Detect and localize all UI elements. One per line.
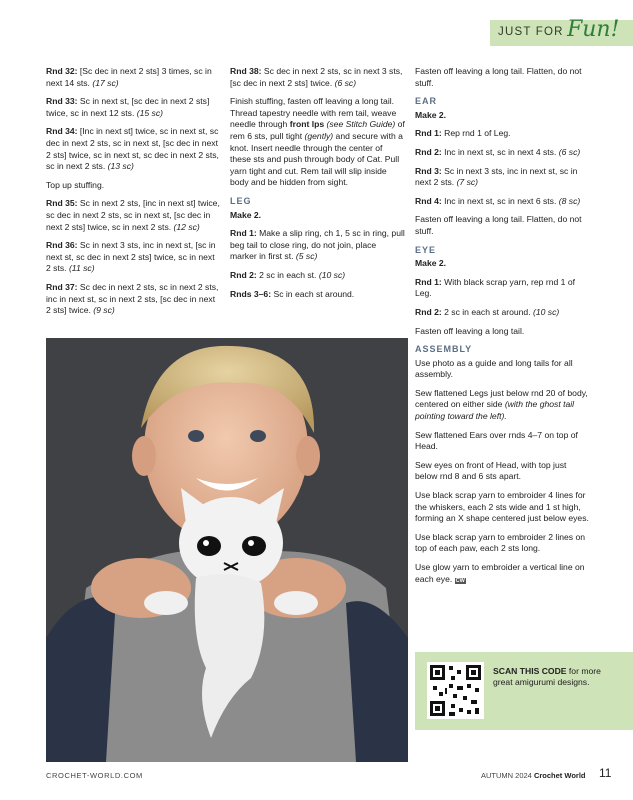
eye-rnd-2: Rnd 2: 2 sc in each st around. (10 sc) <box>415 306 560 317</box>
ear-rnd-1: Rnd 1: Rep rnd 1 of Leg. <box>415 128 511 139</box>
column-3 <box>415 66 590 594</box>
ear-rnd-4: Rnd 4: Inc in next st, sc in next 6 sts. (8 sc) <box>415 195 581 206</box>
eye-heading: EYE <box>415 244 437 255</box>
assembly-step-2: Sew flattened Legs just below rnd 20 of body, centered on either side (with the ghost tail pointing toward the left). <box>415 387 588 422</box>
ear-rnd-2: Rnd 2: Inc in next st, sc in next 4 sts. (6 sc) <box>415 146 581 157</box>
qr-code-icon[interactable] <box>427 662 484 719</box>
rnd-34: Rnd 34: [Inc in next st] twice, sc in next st, sc dec in next 2 sts, sc in next st, [sc dec in next 2 sts] twice, sc in next st, sc dec in next 2 sts, sc in next 2 sts. (13 sc) <box>46 126 219 172</box>
ear-heading: EAR <box>415 96 438 107</box>
ear-rnd-3: Rnd 3: Sc in next 3 sts, inc in next st, sc in next 2 sts. (7 sc) <box>415 165 578 188</box>
qr-pattern <box>427 662 484 719</box>
assembly-step-5: Use black scrap yarn to embroider 4 lines for the whiskers, each 2 sts wide and 1 st high, forming an X shape centered just below eyes. <box>415 490 589 524</box>
assembly-heading: ASSEMBLY <box>415 344 473 355</box>
assembly-step-6: Use black scrap yarn to embroider 2 lines on top of each paw, each 2 sts long. <box>415 531 586 554</box>
top-up-stuffing: Top up stuffing. <box>46 179 105 190</box>
fasten-off-leg: Fasten off leaving a long tail. Flatten, do not stuff. <box>415 66 582 88</box>
banner-just-for: JUST FOR <box>498 26 564 38</box>
rnd-33: Rnd 33: Sc in next st, [sc dec in next 2 sts] twice, sc in next 12 sts. (15 sc) <box>46 96 210 118</box>
footer-issue: AUTUMN 2024 Crochet World <box>481 771 586 780</box>
assembly-step-1: Use photo as a guide and long tails for all assembly. <box>415 357 573 380</box>
leg-rnd-1: Rnd 1: Make a slip ring, ch 1, 5 sc in ring, pull beg tail to close ring, do not join, place marker in first st. (5 sc) <box>230 228 405 262</box>
rnd-38: Rnd 38: Sc dec in next 2 sts, sc in next 3 sts, [sc dec in next 2 sts] twice. (6 sc) <box>230 66 403 88</box>
photo-illustration <box>46 338 408 762</box>
banner-fun: Fun! <box>567 17 620 42</box>
rnd-36: Rnd 36: Sc in next 3 sts, inc in next st, [sc in next st, sc dec in next 2 sts] twice, sc in next 2 sts. (11 sc) <box>46 240 216 274</box>
leg-rnd-2: Rnd 2: 2 sc in each st. (10 sc) <box>230 269 346 280</box>
section-banner <box>490 17 633 46</box>
fasten-off-eye: Fasten off leaving a long tail. <box>415 325 525 336</box>
leg-rnds-3-6: Rnds 3–6: Sc in each st around. <box>230 288 355 299</box>
photo-child-with-amigurumi-cat <box>46 338 408 762</box>
rnd-32: Rnd 32: [Sc dec in next 2 sts] 3 times, sc in next 14 sts. (17 sc) <box>46 66 212 88</box>
fasten-off-ear: Fasten off leaving a long tail. Flatten, do not stuff. <box>415 214 582 236</box>
qr-callout[interactable] <box>415 652 633 730</box>
assembly-step-7: Use glow yarn to embroider a vertical line on each eye. CW <box>415 562 585 584</box>
leg-make: Make 2. <box>230 209 262 220</box>
leg-heading: LEG <box>230 195 252 206</box>
assembly-step-3: Sew flattened Ears over rnds 4–7 on top of Head. <box>415 429 578 452</box>
rnd-37: Rnd 37: Sc dec in next 2 sts, sc in next 2 sts, inc in next st, sc in next 2 sts, [sc dec in next 2 sts] twice. (9 sc) <box>46 281 219 316</box>
end-mark: CW <box>455 577 465 584</box>
qr-text: SCAN THIS CODE for more great amigurumi designs. <box>493 666 601 687</box>
eye-rnd-1: Rnd 1: With black scrap yarn, rep rnd 1 of Leg. <box>415 276 575 299</box>
rnd-35: Rnd 35: Sc in next 2 sts, [inc in next st] twice, sc dec in next 2 sts, sc in next st, [sc dec in next 2 sts] twice, sc in next 2 sts. (12 sc) <box>46 198 220 232</box>
finishing-paragraph: Finish stuffing, fasten off leaving a long tail. Thread tapestry needle with rem tail, weave needle through front lps (see Stitch Guide) of rem 6 sts, pull tight (gently) and secure with a knot. Insert needle through the center of these sts and push through body of Cat. Pull yarn tight and cut. Rem tail will slip inside body and be hidden from sight. <box>230 96 405 188</box>
footer-site: CROCHET-WORLD.COM <box>46 771 143 780</box>
page-number: 11 <box>599 766 612 780</box>
ear-make: Make 2. <box>415 109 447 120</box>
eye-make: Make 2. <box>415 258 447 269</box>
assembly-step-4: Sew eyes on front of Head, with top just below rnd 8 and 6 sts apart. <box>415 459 567 482</box>
column-2 <box>230 66 405 307</box>
column-1 <box>46 66 221 324</box>
